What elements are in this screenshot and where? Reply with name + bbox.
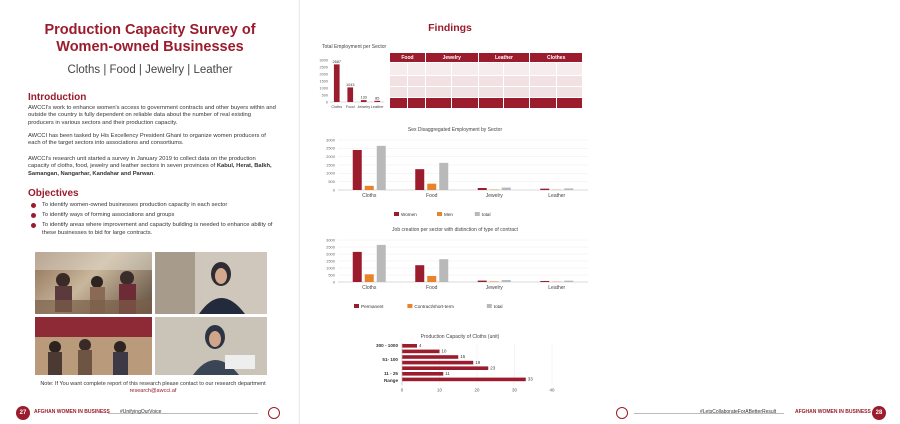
- x-tick-label: Jewelry: [485, 285, 503, 291]
- x-tick-label: Cloths: [331, 105, 343, 109]
- objective-item: To identify women-owned businesses production capacity in each sector: [28, 202, 278, 209]
- bar: [402, 350, 440, 354]
- table-header-clothes: Clothes: [530, 53, 583, 63]
- capital-investment-table: [389, 52, 583, 109]
- x-tick-label: 30: [512, 387, 517, 393]
- total-employment-chart: [312, 50, 388, 120]
- objectives-heading: Objectives: [28, 188, 79, 199]
- data-label: 19: [475, 359, 481, 365]
- bar: [564, 188, 573, 190]
- bar: [402, 361, 473, 365]
- bar: [402, 372, 443, 376]
- chart1-title: Total Employment per Sector: [322, 44, 387, 50]
- note-text: Note: If You want complete report of this research please contact to our research department: [40, 381, 266, 387]
- x-tick-label: Jewelry: [485, 193, 503, 199]
- bar: [365, 274, 374, 282]
- bar: [353, 252, 362, 282]
- y-tick-label: 1000: [319, 86, 328, 91]
- bar: [402, 344, 417, 348]
- y-tick-label: 1000: [326, 170, 335, 176]
- x-tick-label: 0: [400, 387, 404, 393]
- x-tick-label: 10: [437, 387, 442, 393]
- bar: [353, 150, 362, 190]
- title-line-2: Women-owned Businesses: [56, 39, 244, 55]
- page-number-right: 28: [872, 406, 886, 420]
- bar: [502, 280, 511, 282]
- job-creation-chart: [314, 234, 594, 314]
- bar: [415, 265, 424, 282]
- y-tick-label: 2000: [319, 72, 328, 77]
- legend-label: Women: [401, 212, 417, 217]
- photo-woman-working: [155, 317, 267, 375]
- table-header-leather: Leather: [478, 53, 530, 63]
- y-tick-label: 1500: [326, 162, 335, 168]
- bar: [377, 245, 386, 282]
- legend-label: total: [493, 304, 503, 309]
- title-line-1: Production Capacity Survey of: [44, 22, 256, 38]
- photo-group-meeting: [35, 317, 152, 375]
- y-tick-label: 2000: [326, 251, 335, 257]
- data-label: 1043: [346, 82, 355, 87]
- y-tick-label: 1000: [326, 265, 335, 271]
- bar: [502, 188, 511, 190]
- y-tick-label: 2000: [326, 154, 335, 160]
- intro-paragraph-1: AWCCI's work to enhance women's access to government contracts and other buyers within and outside the country is fully dependent on reliable data about the number of real existing producers in various sectors and their production capacity.: [28, 105, 276, 126]
- data-label: 85: [375, 96, 380, 101]
- objective-item: To identify areas where improvement and capacity building is needed to enhance ability of these businesses to bid for large contracts.: [28, 222, 278, 236]
- y-tick-label: 2500: [326, 145, 335, 151]
- bar: [490, 281, 499, 282]
- left-footer: [0, 402, 300, 424]
- bar: [365, 186, 374, 190]
- bar: [478, 281, 487, 282]
- bar: [374, 101, 380, 102]
- data-label: 23: [490, 365, 496, 371]
- bar: [402, 366, 488, 370]
- report-note: [28, 381, 278, 395]
- y-tick-label: 3000: [326, 137, 335, 143]
- intro-paragraph-2: AWCCI has been tasked by His Excellency President Ghani to organize women producers of each of the target sectors into associations and consortiums.: [28, 133, 266, 147]
- y-tick-label: 51- 100: [382, 357, 398, 362]
- chart4-title: Production Capacity of Cloths (unit): [420, 334, 500, 340]
- findings-heading: Findings: [428, 22, 472, 34]
- data-label: 133: [360, 95, 367, 100]
- y-tick-label: 0: [325, 100, 328, 105]
- bar: [427, 184, 436, 190]
- footer-hashtag-right: #LetsCollaborateForABetterResult: [700, 409, 777, 415]
- bar: [478, 188, 487, 190]
- footer-hashtag-left: #UnifyingOurVoice: [120, 409, 162, 415]
- y-tick-label: 1500: [326, 258, 335, 264]
- bar: [415, 169, 424, 190]
- province-list: Kabul, Herat, Balkh, Samangan, Nangarhar, Kandahar and Parwan: [28, 163, 272, 177]
- x-tick-label: Food: [426, 285, 438, 291]
- left-page: [0, 0, 300, 424]
- bar: [439, 163, 448, 190]
- y-tick-label: Range: [383, 378, 398, 383]
- awcci-logo-icon: [268, 407, 280, 419]
- bar: [402, 355, 458, 359]
- right-footer: [600, 402, 900, 424]
- page-number-left: 27: [16, 406, 30, 420]
- bar: [402, 378, 526, 382]
- y-tick-label: 11 - 25: [383, 371, 398, 376]
- y-tick-label: 0: [332, 279, 335, 285]
- awcci-logo-icon: [616, 407, 628, 419]
- y-tick-label: 300 - 1000: [376, 343, 398, 348]
- legend-label: total: [481, 212, 491, 217]
- data-label: 4: [419, 343, 422, 348]
- bar: [540, 189, 549, 190]
- data-label: 33: [527, 376, 533, 382]
- x-tick-label: 40: [549, 387, 555, 393]
- photo-woman-portrait: [155, 252, 267, 314]
- introduction-heading: Introduction: [28, 92, 87, 103]
- survey-title: [28, 22, 272, 56]
- y-tick-label: 0: [332, 187, 335, 193]
- intro-p3-text: AWCCI's research unit started a survey in January 2019 to collect data on the production capacity of cloths, food, jewelry and leather sectors in seven provinces of: [28, 156, 256, 170]
- x-tick-label: Leather: [548, 285, 566, 291]
- objectives-list: [28, 202, 278, 240]
- y-tick-label: 2500: [326, 244, 335, 250]
- photo-women-workshop: [35, 252, 152, 314]
- footer-label-left: AFGHAN WOMEN IN BUSINESS: [34, 409, 110, 415]
- y-tick-label: 1500: [319, 79, 328, 84]
- bar: [427, 276, 436, 282]
- legend-swatch: [475, 212, 480, 216]
- y-tick-label: 3000: [319, 58, 328, 63]
- legend-swatch: [394, 212, 399, 216]
- x-tick-label: Leather: [548, 193, 566, 199]
- intro-p3-end: .: [153, 170, 155, 177]
- legend-label: Permanent: [361, 304, 384, 309]
- x-tick-label: Cloths: [362, 193, 377, 199]
- sector-list: Cloths | Food | Jewelry | Leather: [67, 64, 233, 76]
- legend-swatch: [354, 304, 359, 308]
- legend-swatch: [437, 212, 442, 216]
- legend-swatch: [407, 304, 412, 308]
- data-label: 15: [460, 354, 466, 360]
- bar: [439, 259, 448, 282]
- data-label: 10: [441, 348, 447, 354]
- table-header-food: Food: [390, 53, 426, 63]
- intro-paragraph-3: [28, 156, 276, 178]
- bar: [377, 146, 386, 190]
- objective-item: To identify ways of forming associations and groups: [28, 212, 278, 219]
- bar: [540, 281, 549, 282]
- legend-label: Contract/short-term: [414, 304, 454, 309]
- production-capacity-chart: [350, 340, 580, 402]
- legend-label: Men: [444, 212, 453, 217]
- data-label: 2687: [332, 59, 341, 64]
- bar: [334, 64, 340, 102]
- footer-label-right: AFGHAN WOMEN IN BUSINESS: [795, 409, 871, 415]
- chart3-title: Job creation per sector with distinction of type of contract: [392, 227, 518, 233]
- y-tick-label: 500: [328, 179, 335, 185]
- bar: [347, 87, 353, 102]
- bar: [564, 281, 573, 282]
- legend-swatch: [487, 304, 492, 308]
- data-label: 11: [445, 371, 450, 376]
- y-tick-label: 500: [328, 272, 335, 278]
- x-tick-label: 20: [474, 387, 480, 393]
- x-tick-label: Food: [426, 193, 438, 199]
- sex-disaggregated-chart: [314, 134, 594, 222]
- x-tick-label: Jewelry: [357, 105, 371, 109]
- x-tick-label: Cloths: [362, 285, 377, 291]
- x-tick-label: Food: [345, 105, 355, 109]
- y-tick-label: 2500: [319, 65, 328, 70]
- bar: [361, 100, 367, 102]
- y-tick-label: 3000: [326, 237, 335, 243]
- research-email-link[interactable]: research@awcci.af: [129, 388, 177, 394]
- chart2-title: Sex Disaggregated Employment by Sector: [407, 127, 503, 133]
- x-tick-label: Leather: [370, 105, 384, 109]
- table-header-jewelry: Jewelry: [425, 53, 478, 63]
- y-tick-label: 500: [321, 93, 328, 98]
